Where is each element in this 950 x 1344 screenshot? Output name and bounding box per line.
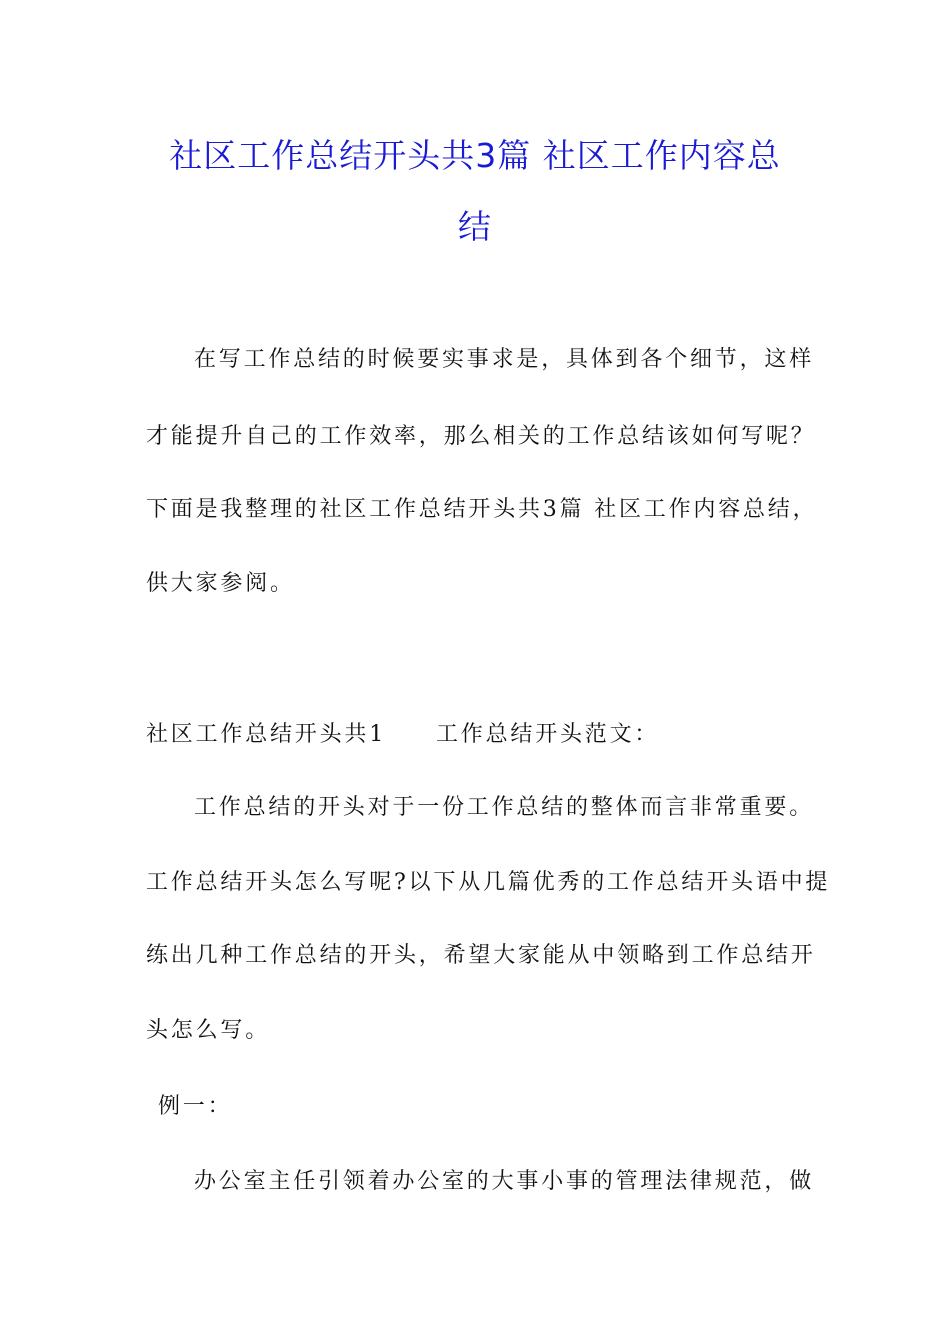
section-heading-right: 工作总结开头范文： — [436, 722, 660, 747]
intro-line-2: 才能提升自己的工作效率，那么相关的工作总结该如何写呢？ — [146, 424, 816, 449]
document-title-line2: 结 — [458, 207, 492, 246]
paragraph-line-3: 练出几种工作总结的开头，希望大家能从中领略到工作总结开 — [146, 943, 816, 968]
example-text-line: 办公室主任引领着办公室的大事小事的管理法律规范，做 — [194, 1169, 815, 1194]
paragraph-line-2: 工作总结开头怎么写呢?以下从几篇优秀的工作总结开头语中提 — [146, 870, 831, 895]
intro-line-1: 在写工作总结的时候要实事求是，具体到各个细节，这样 — [194, 347, 815, 372]
intro-line-3: 下面是我整理的社区工作总结开头共3篇 社区工作内容总结， — [146, 497, 818, 522]
document-title-line1: 社区工作总结开头共3篇 社区工作内容总 — [169, 136, 781, 175]
paragraph-line-1: 工作总结的开头对于一份工作总结的整体而言非常重要。 — [194, 795, 815, 820]
paragraph-line-4: 头怎么写。 — [146, 1018, 271, 1043]
section-heading-left: 社区工作总结开头共1 — [146, 722, 386, 747]
intro-line-4: 供大家参阅。 — [146, 571, 295, 596]
section-heading — [146, 719, 806, 751]
example-label: 例一： — [158, 1094, 233, 1119]
